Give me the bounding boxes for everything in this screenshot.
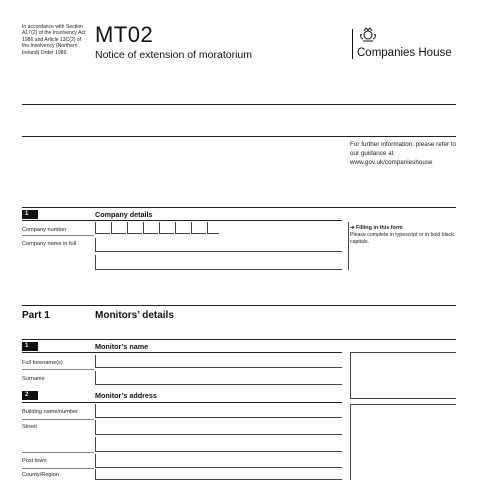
forename-label: Full forename(s) xyxy=(22,360,63,366)
building-input[interactable] xyxy=(95,404,342,418)
street-input-line1[interactable] xyxy=(95,420,342,435)
form-title: Notice of extension of moratorium xyxy=(95,49,252,61)
section-number: 1 xyxy=(22,210,38,219)
post-town-label: Post town xyxy=(22,458,47,464)
row-rule xyxy=(22,468,94,469)
section-subrule xyxy=(22,402,342,403)
section-rule xyxy=(22,339,456,340)
section-number: 2 xyxy=(22,391,38,400)
section-title: Monitor’s name xyxy=(95,342,149,351)
logo-divider xyxy=(352,29,353,59)
section-subrule xyxy=(22,352,342,353)
building-label: Building name/number xyxy=(22,409,78,415)
part-label: Part 1 xyxy=(22,310,50,321)
section-title: Company details xyxy=(95,210,153,219)
note-text: Please complete in typescript or in bold black capitals. xyxy=(350,232,454,245)
company-name-label: Company name in full xyxy=(22,241,77,247)
county-label: County/Region xyxy=(22,472,60,478)
legal-reference: In accordance with Section A17(2) of the Insolvency Act 1986 and Article 13C(2) of the Insolvency (Northern Ireland) Order 1989. xyxy=(22,24,86,56)
section-title: Monitor’s address xyxy=(95,391,157,400)
company-number-label: Company number xyxy=(22,227,67,233)
row-rule xyxy=(22,235,94,236)
row-rule xyxy=(22,452,94,453)
section-rule xyxy=(22,207,456,208)
section-number: 1 xyxy=(22,342,38,351)
forename-input[interactable] xyxy=(95,355,342,368)
header-rule xyxy=(22,136,456,137)
post-town-input[interactable] xyxy=(95,454,342,468)
note-divider xyxy=(348,222,349,270)
part-rule xyxy=(22,305,456,306)
filling-in-note xyxy=(350,225,458,246)
section-subrule xyxy=(22,220,342,221)
surname-label: Surname xyxy=(22,376,45,382)
further-info-text: For further information, please refer to our guidance at www.gov.uk/companieshouse xyxy=(350,141,457,166)
surname-input[interactable] xyxy=(95,371,342,385)
row-rule xyxy=(22,369,94,370)
part-title: Monitors’ details xyxy=(95,310,174,321)
side-panel xyxy=(350,352,456,399)
header-rule xyxy=(22,104,456,105)
company-name-input-line2[interactable] xyxy=(95,255,342,270)
company-name-input-line1[interactable] xyxy=(95,238,342,252)
companies-house-logo-text: Companies House xyxy=(357,47,452,59)
street-input-line2[interactable] xyxy=(95,437,342,452)
form-code: MT02 xyxy=(95,22,154,47)
county-input[interactable] xyxy=(95,469,342,480)
note-title: ➔ Filling in this form xyxy=(350,225,403,231)
street-label: Street xyxy=(22,424,37,430)
royal-crest-icon xyxy=(358,26,378,44)
row-rule xyxy=(22,419,94,420)
side-panel xyxy=(350,404,456,480)
